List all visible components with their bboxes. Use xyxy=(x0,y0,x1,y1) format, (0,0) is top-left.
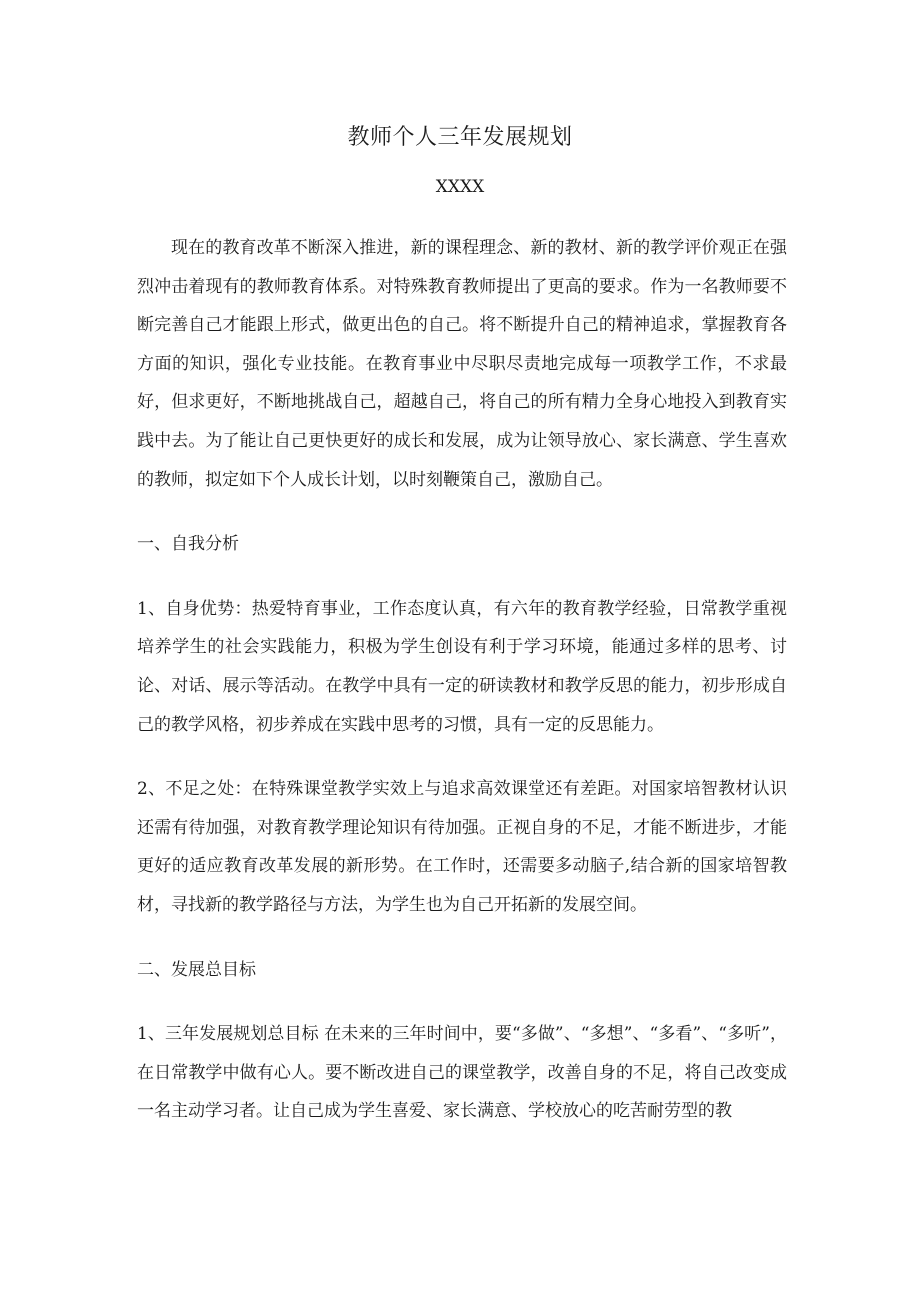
paragraph-weaknesses: 2、不足之处：在特殊课堂教学实效上与追求高效课堂还有差距。对国家培智教材认识还需有待加强，对教育教学理论知识有待加强。正视自身的不足，才能不断进步，才能更好的适应教育改革发展的新形势。在工作时，还需要多动脑子,结合新的国家培智教材，寻找新的教学路径与方法，为学生也为自己开拓新的发展空间。 xyxy=(137,779,787,915)
document-author: XXXX xyxy=(435,177,485,197)
section-heading-self-analysis: 一、自我分析 xyxy=(137,534,239,555)
intro-paragraph: 现在的教育改革不断深入推进，新的课程理念、新的教材、新的教学评价观正在强烈冲击着现有的教师教育体系。对特殊教育教师提出了更高的要求。作为一名教师要不断完善自己才能跟上形式，做更出色的自己。将不断提升自己的精神追求，掌握教育各方面的知识，强化专业技能。在教育事业中尽职尽责地完成每一项教学工作，不求最好，但求更好，不断地挑战自己，超越自己，将自己的所有精力全身心地投入到教育实践中去。为了能让自己更快更好的成长和发展，成为让领导放心、家长满意、学生喜欢的教师，拟定如下个人成长计划，以时刻鞭策自己，激励自己。 xyxy=(137,238,787,490)
document-title: 教师个人三年发展规划 xyxy=(347,125,573,150)
paragraph-overall-goal: 1、三年发展规划总目标 在未来的三年时间中，要“多做”、“多想”、“多看”、“多听”，在日常教学中做有心人。要不断改进自己的课堂教学，改善自身的不足，将自己改变成一名主动学习者。让自己成为学生喜爱、家长满意、学校放心的吃苦耐劳型的教 xyxy=(137,1024,787,1122)
section-heading-goals: 二、发展总目标 xyxy=(137,959,256,980)
document-body xyxy=(137,229,787,1131)
paragraph-strengths: 1、自身优势：热爱特育事业，工作态度认真，有六年的教育教学经验，日常教学重视培养学生的社会实践能力，积极为学生创设有利于学习环境，能通过多样的思考、讨论、对话、展示等活动。在教学中具有一定的研读教材和教学反思的能力，初步形成自己的教学风格，初步养成在实践中思考的习惯，具有一定的反思能力。 xyxy=(137,598,787,735)
